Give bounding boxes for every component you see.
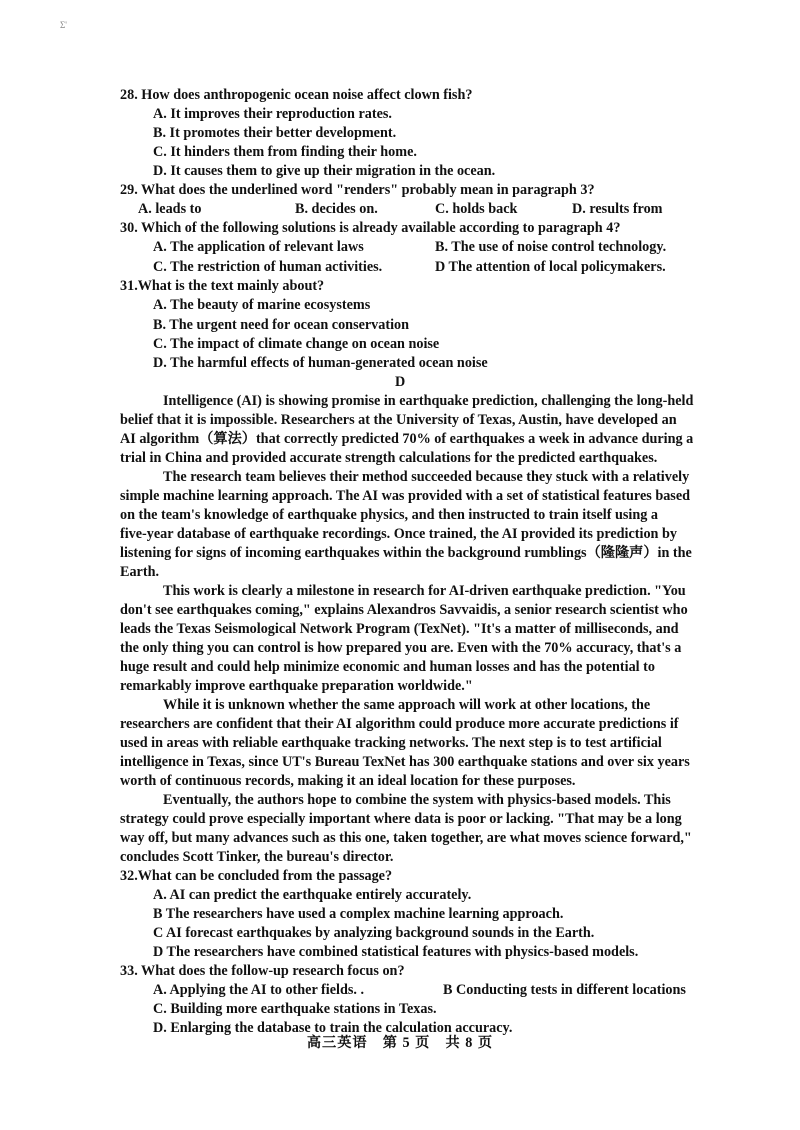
passage-line: on the team's knowledge of earthquake physics, and then instructed to train itself using a	[120, 507, 658, 523]
passage-line: researchers are confident that their AI algorithm could produce more accurate predictions if	[120, 716, 679, 732]
passage-line: remarkably improve earthquake preparation worldwide."	[120, 678, 473, 694]
question-33-option-c: C. Building more earthquake stations in Texas.	[153, 1001, 437, 1017]
question-29-option-b: B. decides on.	[295, 201, 378, 217]
question-29-option-a: A. leads to	[138, 201, 202, 217]
passage-line: Intelligence (AI) is showing promise in earthquake prediction, challenging the long-held	[163, 393, 694, 409]
passage-line: simple machine learning approach. The AI was provided with a set of statistical features based	[120, 488, 691, 504]
question-31-option-a: A. The beauty of marine ecosystems	[153, 297, 371, 313]
passage-line: listening for signs of incoming earthquakes within the background rumblings（隆隆声）in the	[120, 545, 692, 561]
passage-line: This work is clearly a milestone in research for AI-driven earthquake prediction. "You	[163, 583, 686, 599]
passage-line: Earth.	[120, 564, 160, 580]
question-32-option-c: C AI forecast earthquakes by analyzing background sounds in the Earth.	[153, 925, 595, 941]
question-31-option-b: B. The urgent need for ocean conservation	[153, 317, 410, 333]
question-33-option-a: A. Applying the AI to other fields. .	[153, 982, 364, 998]
question-29-option-d: D. results from	[572, 201, 663, 217]
passage-line: concludes Scott Tinker, the bureau's director.	[120, 849, 394, 865]
question-30-option-c: C. The restriction of human activities.	[153, 259, 383, 275]
passage-line: huge result and could help minimize economic and human losses and has the potential to	[120, 659, 655, 675]
question-28-option-b: B. It promotes their better development.	[153, 125, 397, 141]
question-32-option-a: A. AI can predict the earthquake entirely accurately.	[153, 887, 472, 903]
passage-line: five-year database of earthquake recordings. Once trained, the AI provided its prediction by	[120, 526, 677, 542]
passage-line: intelligence in Texas, since UT's Bureau TexNet has 300 earthquake stations and over six years	[120, 754, 690, 770]
question-31-option-d: D. The harmful effects of human-generated ocean noise	[153, 355, 488, 371]
passage-line: While it is unknown whether the same approach will work at other locations, the	[163, 697, 651, 713]
question-30-option-a: A. The application of relevant laws	[153, 239, 364, 255]
question-30-stem: 30. Which of the following solutions is already available according to paragraph 4?	[120, 220, 621, 236]
question-28-option-c: C. It hinders them from finding their home.	[153, 144, 417, 160]
passage-line: trial in China and provided accurate strength calculations for the predicted earthquakes.	[120, 450, 658, 466]
page-footer: 高三英语 第 5 页 共 8 页	[306, 1035, 494, 1051]
passage-line: AI algorithm（算法）that correctly predicted 70% of earthquakes a week in advance during a	[120, 431, 694, 447]
question-33-option-d: D. Enlarging the database to train the calculation accuracy.	[153, 1020, 513, 1036]
passage-line: way off, but many advances such as this one, taken together, are what moves science forward,"	[120, 830, 692, 846]
question-28-option-d: D. It causes them to give up their migration in the ocean.	[153, 163, 496, 179]
question-30-option-b: B. The use of noise control technology.	[435, 239, 667, 255]
question-31-option-c: C. The impact of climate change on ocean noise	[153, 336, 440, 352]
question-30-option-d: D The attention of local policymakers.	[435, 259, 666, 275]
question-29-stem: 29. What does the underlined word "renders" probably mean in paragraph 3?	[120, 182, 595, 198]
question-28-stem: 28. How does anthropogenic ocean noise affect clown fish?	[120, 87, 473, 103]
passage-line: worth of continuous records, making it an ideal location for these purposes.	[120, 773, 576, 789]
passage-line: don't see earthquakes coming," explains Alexandros Savvaidis, a senior research scientist who	[120, 602, 688, 618]
question-32-stem: 32.What can be concluded from the passage?	[120, 868, 393, 884]
question-33-option-b: B Conducting tests in different locations	[443, 982, 686, 998]
passage-line: Eventually, the authors hope to combine the system with physics-based models. This	[163, 792, 671, 808]
passage-line: belief that it is impossible. Researchers at the University of Texas, Austin, have developed an	[120, 412, 677, 428]
passage-line: strategy could prove especially important where data is poor or lacking. "That may be a long	[120, 811, 682, 827]
question-29-option-c: C. holds back	[435, 201, 518, 217]
passage-line: the only thing you can control is how prepared you are. Even with the 70% accuracy, that's a	[120, 640, 682, 656]
question-28-option-a: A. It improves their reproduction rates.	[153, 106, 392, 122]
question-32-option-d: D The researchers have combined statistical features with physics-based models.	[153, 944, 639, 960]
passage-line: leads the Texas Seismological Network Program (TexNet). "It's a matter of milliseconds, and	[120, 621, 679, 637]
corner-mark: Σ'	[60, 20, 67, 30]
passage-line: used in areas with reliable earthquake tracking networks. The next step is to test artificial	[120, 735, 662, 751]
passage-line: The research team believes their method succeeded because they stuck with a relatively	[163, 469, 690, 485]
question-31-stem: 31.What is the text mainly about?	[120, 278, 325, 294]
question-33-stem: 33. What does the follow-up research focus on?	[120, 963, 405, 979]
question-32-option-b: B The researchers have used a complex machine learning approach.	[153, 906, 564, 922]
section-title: D	[395, 374, 406, 390]
